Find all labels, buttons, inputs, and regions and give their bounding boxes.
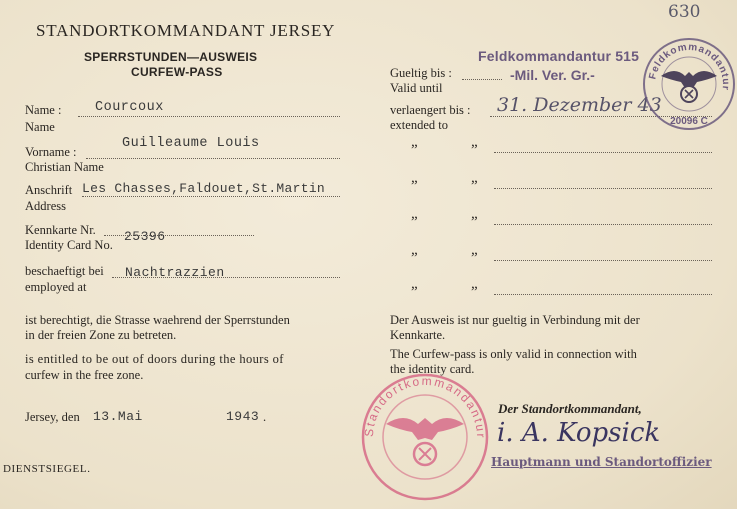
- statement-de-line2: in der freien Zone zu betreten.: [25, 328, 177, 342]
- right-statement-en-line1: The Curfew-pass is only valid in connection with: [390, 347, 637, 361]
- ditto-row-2-dotline: [494, 188, 712, 189]
- beschaeftigt-label-de: beschaeftigt bei: [25, 264, 104, 278]
- ditto-row-3a: ”: [411, 214, 418, 230]
- signature: i. A. Kopsick: [497, 418, 661, 448]
- vorname-dotline: [86, 158, 340, 159]
- red-eagle-icon: [386, 418, 464, 465]
- anschrift-value: Les Chasses,Faldouet,St.Martin: [82, 181, 326, 196]
- ditto-row-4-dotline: [494, 260, 712, 261]
- name-dotline: [78, 116, 340, 117]
- feldkommandantur-stamp-line2: -Mil. Ver. Gr.-: [510, 67, 595, 83]
- document-title: STANDORTKOMMANDANT JERSEY: [36, 21, 336, 40]
- ditto-row-2b: ”: [471, 178, 478, 194]
- valid-until-label: Valid until: [390, 81, 443, 95]
- ditto-row-1a: ”: [411, 142, 418, 158]
- statement-en-line2: curfew in the free zone.: [25, 368, 144, 382]
- purple-seal-number: 20096 C: [670, 116, 708, 127]
- gueltig-label: Gueltig bis :: [390, 66, 452, 80]
- ditto-row-5b: ”: [471, 284, 478, 300]
- name-value: Courcoux: [95, 100, 164, 115]
- dateline-day-month: 13.Mai: [93, 409, 143, 424]
- beschaeftigt-label-en: employed at: [25, 280, 87, 294]
- beschaeftigt-value: Nachtrazzien: [125, 265, 225, 280]
- dateline-place: Jersey, den: [25, 410, 80, 424]
- kennkarte-label-de: Kennkarte Nr.: [25, 223, 96, 237]
- vorname-label-en: Christian Name: [25, 160, 104, 174]
- rank-stamp: Hauptmann und Standortoffizier: [491, 455, 712, 469]
- feldkommandantur-stamp-line1: Feldkommandantur 515: [478, 48, 640, 64]
- eagle-seal-purple: [641, 36, 737, 132]
- ditto-row-1b: ”: [471, 142, 478, 158]
- kennkarte-value: 25396: [124, 229, 166, 244]
- ditto-row-3b: ”: [471, 214, 478, 230]
- ditto-row-4a: ”: [411, 250, 418, 266]
- ditto-row-1-dotline: [494, 152, 712, 153]
- purple-seal-ring-text: Feldkommandantur: [647, 41, 732, 92]
- statement-en-line1: is entitled to be out of doors during the hours of: [25, 352, 284, 366]
- ditto-row-3-dotline: [494, 224, 712, 225]
- anschrift-dotline: [82, 196, 340, 197]
- eagle-seal-red: [360, 372, 490, 502]
- ditto-row-4b: ”: [471, 250, 478, 266]
- dateline-year: 1943: [226, 409, 260, 424]
- eagle-icon: [661, 71, 717, 102]
- kommandant-title: Der Standortkommandant,: [498, 401, 642, 416]
- right-statement-en-line2: the identity card.: [390, 362, 475, 376]
- red-seal-ring-text: Standortkommandantur: [361, 373, 489, 440]
- gueltig-dotline: [462, 79, 502, 80]
- anschrift-label-en: Address: [25, 199, 66, 213]
- name-label-en: Name: [25, 120, 55, 134]
- subtitle-english: CURFEW-PASS: [131, 65, 223, 79]
- vorname-value: Guilleaume Louis: [122, 136, 260, 151]
- statement-de-line1: ist berechtigt, die Strasse waehrend der Sperrstunden: [25, 313, 290, 327]
- right-statement-de-line1: Der Ausweis ist nur gueltig in Verbindung mit der: [390, 313, 640, 327]
- name-label-de: Name :: [25, 103, 62, 117]
- kennkarte-label-en: Identity Card No.: [25, 238, 113, 252]
- vorname-label-de: Vorname :: [25, 145, 77, 159]
- verlaengert-label: verlaengert bis :: [390, 103, 471, 117]
- right-statement-de-line2: Kennkarte.: [390, 328, 446, 342]
- ditto-row-5a: ”: [411, 284, 418, 300]
- ditto-row-5-dotline: [494, 294, 712, 295]
- extended-label: extended to: [390, 118, 448, 132]
- dateline-end: .: [263, 410, 267, 424]
- verlaengert-value: 31. Dezember 43: [497, 94, 662, 116]
- subtitle-german: SPERRSTUNDEN—AUSWEIS: [84, 50, 258, 64]
- dienstsiegel-label: DIENSTSIEGEL.: [3, 463, 91, 475]
- anschrift-label-de: Anschrift: [25, 183, 73, 197]
- ditto-row-2a: ”: [411, 178, 418, 194]
- page-number: 630: [668, 2, 701, 22]
